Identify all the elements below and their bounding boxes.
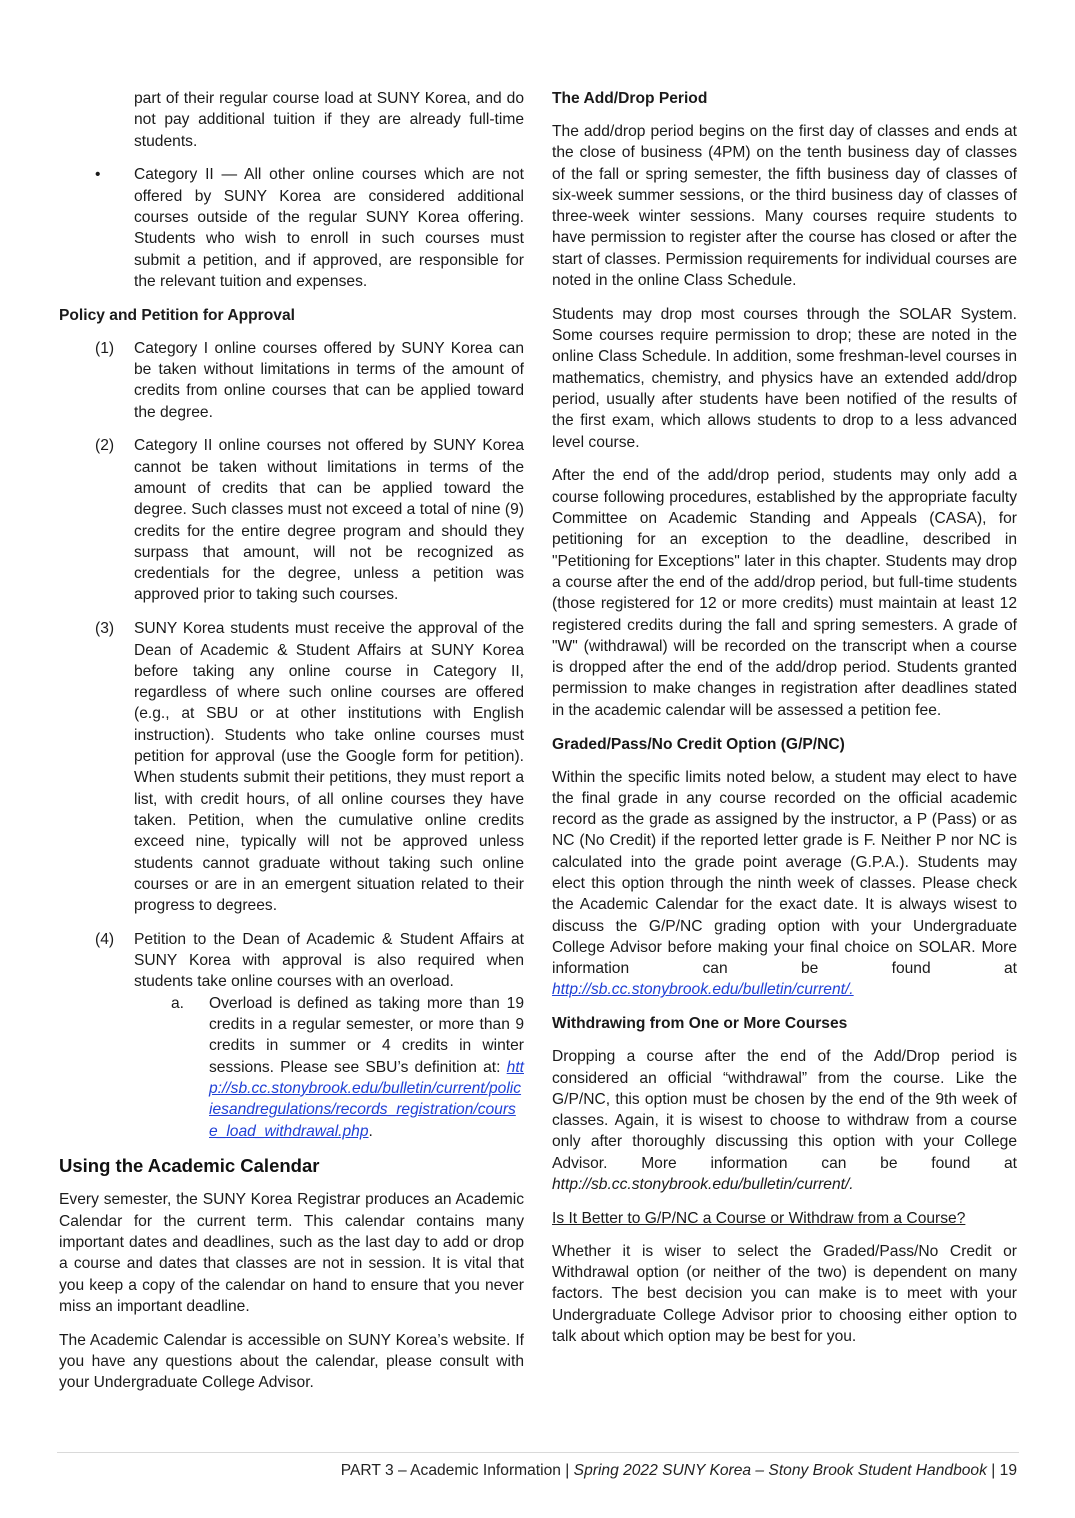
calendar-paragraph-1: Every semester, the SUNY Korea Registrar produces an Academic Calendar for the current term. This calendar contains many important dates and deadlines, such as the last day to add or drop a course and dates that classes are not in session. It is vital that you keep a copy of the calendar on hand to ensure that you never miss an important deadline. bbox=[59, 1191, 524, 1315]
policy-item-2 bbox=[59, 435, 524, 605]
left-column bbox=[59, 88, 524, 1406]
adddrop-paragraph-2: Students may drop most courses through the SOLAR System. Some courses require permission to drop; these are noted in the online Class Schedule. In addition, some freshman-level courses in mathematics, chemistry, and physics have an extended add/drop period, usually after students have been notified of the results of the first exam, which allows students to drop to a less advanced level course. bbox=[552, 305, 1017, 451]
gpnc-paragraph bbox=[552, 767, 1017, 1001]
footer-separator: | bbox=[991, 1462, 996, 1479]
calendar-heading: Using the Academic Calendar bbox=[59, 1155, 320, 1177]
category-2-text: Category II — All other online courses which are not offered by SUNY Korea are considered additional courses outside of the regular SUNY Korea offering. Students who wish to enroll in such courses must submit a petition, and if approved, are responsible for the relevant tuition and expenses. bbox=[134, 166, 524, 290]
policy-item-text: SUNY Korea students must receive the approval of the Dean of Academic & Student Affairs at SUNY Korea before taking any online course in Category II, regardless of where such online courses are offered (e.g., at SBU or at other institutions with English instruction). Students who take online courses must petition for approval (use the Google form for petition). When students submit their petitions, they must report a list, with credit hours, of all online courses they have taken. Petition, when the cumulative online credits exceed nine, typically will not be approved unless students cannot graduate without taking such online courses or are in an emergent situation related to their progress to degrees. bbox=[134, 620, 524, 915]
category-2-bullet-item bbox=[59, 164, 524, 292]
category-1-continuation: part of their regular course load at SUNY Korea, and do not pay additional tuition if they are already full-time students. bbox=[134, 90, 524, 150]
policy-item-4 bbox=[59, 929, 524, 993]
bulletin-url-text: http://sb.cc.stonybrook.edu/bulletin/current/. bbox=[552, 1176, 854, 1194]
policy-item-number: (1) bbox=[95, 339, 115, 357]
footer-part: PART 3 – Academic Information | bbox=[340, 1462, 570, 1479]
gpnc-text: Within the specific limits noted below, a student may elect to have the final grade in any course recorded on the official academic record as the grade as assigned by the instructor, a P (Pass) or as NC (No Credit) if the reported letter grade is F. Neither P nor NC is calculated into the grade point average (G.P.A.). Students may elect this option through the ninth week of classes. Please check the Academic Calendar for the exact date. It is always wisest to discuss the G/P/NC grading option with your Undergraduate College Advisor before making your final choice on SOLAR. More information can be found at bbox=[552, 768, 1017, 978]
adddrop-paragraph-3: After the end of the add/drop period, students may only add a course following procedures, established by the appropriate faculty Committee on Academic Standing and Appeals (CASA), for petitioning for an exception to the deadline, described in "Petitioning for Exceptions" later in this chapter. Students may drop a course after the end of the add/drop period, but full-time students (those registered for 12 or more credits) must maintain at least 12 registered credits during the fall and spring semesters. A grade of "W" (withdrawal) will be recorded on the transcript when a course is dropped after the end of the add/drop period. Students granted permission to make changes in registration after deadlines stated in the academic calendar will be assessed a petition fee. bbox=[552, 467, 1017, 719]
better-paragraph: Whether it is wiser to select the Graded/Pass/No Credit or Withdrawal option (or neither of the two) is dependent on many factors. The best decision you can make is to meet with your Undergraduate College Advisor prior to choosing either option to talk about which option may be best for you. bbox=[552, 1242, 1017, 1346]
page-number: 19 bbox=[999, 1462, 1017, 1479]
gpnc-heading: Graded/Pass/No Credit Option (G/P/NC) bbox=[552, 735, 845, 753]
withdraw-text: Dropping a course after the end of the Add/Drop period is considered an official “withdrawal” from the course. Like the G/P/NC, this option must be chosen by the end of the 9th week of classes. Again, it is wisest to choose to withdraw from a course only after thoroughly discussing this option with your College Advisor. More information can be found at bbox=[552, 1048, 1017, 1172]
footer-title: Spring 2022 SUNY Korea – Stony Brook Student Handbook bbox=[573, 1462, 987, 1479]
policy-item-text: Category I online courses offered by SUNY Korea can be taken without limitations in terms of the amount of credits from online courses that can be applied toward the degree. bbox=[134, 339, 524, 421]
adddrop-paragraph-1: The add/drop period begins on the first day of classes and ends at the close of business (4PM) on the tenth business day of classes of the fall or spring semester, the fifth business day of classes of six-week summer sessions, or the third business day of classes of three-week winter sessions. Many courses require students to have permission to register after the course has closed or after the start of classes. Permission requirements for individual courses are noted in the online Class Schedule. bbox=[552, 123, 1017, 290]
policy-item-3 bbox=[59, 618, 524, 916]
calendar-paragraph-2: The Academic Calendar is accessible on SUNY Korea’s website. If you have any questions about the calendar, please consult with your Undergraduate College Advisor. bbox=[59, 1331, 524, 1392]
right-column bbox=[552, 88, 1017, 1360]
bulletin-link[interactable]: http://sb.cc.stonybrook.edu/bulletin/current/. bbox=[552, 981, 854, 999]
policy-item-number: (2) bbox=[95, 437, 115, 455]
subitem-letter: a. bbox=[171, 994, 185, 1012]
subitem-text: Overload is defined as taking more than 19 credits in a regular semester, or more than 9 credits in summer or 4 credits in winter sessions. Please see SBU’s definition at: bbox=[209, 994, 524, 1076]
policy-item-1 bbox=[59, 338, 524, 423]
page-footer bbox=[341, 1460, 1017, 1482]
better-heading: Is It Better to G/P/NC a Course or Withdraw from a Course? bbox=[552, 1209, 966, 1227]
withdraw-heading: Withdrawing from One or More Courses bbox=[552, 1015, 848, 1033]
subitem-end: . bbox=[368, 1122, 373, 1140]
policy-item-number: (3) bbox=[95, 620, 115, 638]
footer-divider bbox=[57, 1452, 1019, 1453]
sbu-overload-link[interactable]: http://sb.cc.stonybrook.edu/bulletin/current/policiesandregulations/records_registration/course_load_withdrawal.php bbox=[209, 1058, 524, 1140]
policy-item-text: Petition to the Dean of Academic & Student Affairs at SUNY Korea with approval is also required when students take online courses with an overload. bbox=[134, 930, 524, 991]
policy-item-text: Category II online courses not offered by SUNY Korea cannot be taken without limitations in terms of the amount of credits that can be applied toward the degree. Such classes must not exceed a total of nine (9) credits for the entire degree program and should they surpass that amount, will not be recognized as credentials for the degree, unless a petition was approved prior to taking such courses. bbox=[134, 437, 524, 604]
policy-subitem-a bbox=[59, 993, 524, 1142]
policy-heading: Policy and Petition for Approval bbox=[59, 306, 295, 324]
withdraw-paragraph bbox=[552, 1046, 1017, 1195]
bullet-icon: • bbox=[95, 166, 101, 184]
policy-item-number: (4) bbox=[95, 930, 115, 948]
adddrop-heading: The Add/Drop Period bbox=[552, 90, 708, 107]
